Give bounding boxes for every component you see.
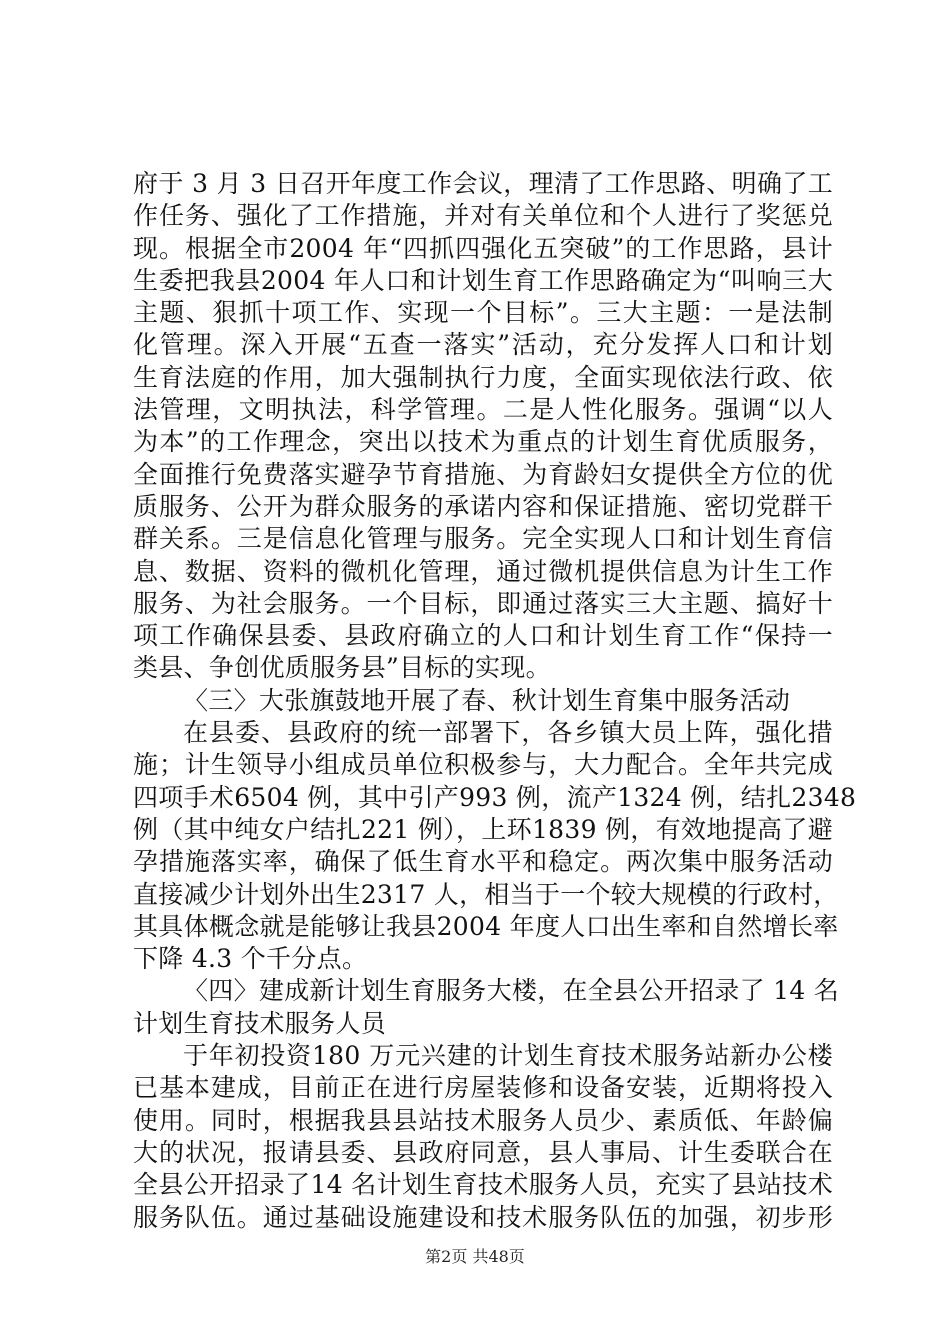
text-line: 〈三〉大张旗鼓地开展了春、秋计划生育集中服务活动 [183,685,791,715]
text-line: 在县委、县政府的统一部署下，各乡镇大员上阵，强化措 [183,718,833,748]
text-line: 服务、为社会服务。一个目标，即通过落实三大主题、搞好十 [133,588,833,618]
page-footer [0,1244,950,1267]
text-line: 直接减少计划外出生2317 人，相当于一个较大规模的行政村， [133,879,839,909]
text-line: 于年初投资180 万元兴建的计划生育技术服务站新办公楼 [183,1041,833,1071]
text-line: 为本”的工作理念，突出以技术为重点的计划生育优质服务， [133,427,833,457]
text-line: 计划生育技术服务人员 [133,1008,387,1038]
text-line: 孕措施落实率，确保了低生育水平和稳定。两次集中服务活动 [133,847,833,877]
text-line: 群关系。三是信息化管理与服务。完全实现人口和计划生育信 [133,524,833,554]
document-body [133,168,857,1234]
text-line: 全面推行免费落实避孕节育措施、为育龄妇女提供全方位的优 [133,459,833,489]
text-line: 服务队伍。通过基础设施建设和技术服务队伍的加强，初步形 [133,1202,833,1232]
text-line: 其具体概念就是能够让我县2004 年度人口出生率和自然增长率 [133,911,839,941]
text-line: 法管理，文明执法，科学管理。二是人性化服务。强调“以人 [133,395,833,425]
text-line: 全县公开招录了14 名计划生育技术服务人员，充实了县站技术 [133,1170,833,1200]
text-line: 项工作确保县委、县政府确立的人口和计划生育工作“保持一 [133,621,833,651]
text-line: 生委把我县2004 年人口和计划生育工作思路确定为“叫响三大 [133,265,833,295]
text-line: 质服务、公开为群众服务的承诺内容和保证措施、密切党群干 [133,491,833,521]
page-number: 第2页 共48页 [425,1247,525,1266]
text-line: 府于 3 月 3 日召开年度工作会议，理清了工作思路、明确了工 [133,169,833,198]
text-line: 例（其中纯女户结扎221 例），上环1839 例，有效地提高了避 [133,814,833,844]
text-line: 主题、狠抓十项工作、实现一个目标”。三大主题：一是法制 [133,298,833,328]
text-line: 使用。同时，根据我县县站技术服务人员少、素质低、年龄偏 [133,1105,833,1135]
text-line: 化管理。深入开展“五查一落实”活动，充分发挥人口和计划 [133,330,833,360]
text-line: 已基本建成，目前正在进行房屋装修和设备安装，近期将投入 [133,1073,833,1103]
text-line: 〈四〉建成新计划生育服务大楼，在全县公开招录了 14 名 [183,976,840,1006]
text-line: 类县、争创优质服务县”目标的实现。 [133,653,551,683]
text-line: 施；计生领导小组成员单位积极参与，大力配合。全年共完成 [133,750,833,780]
text-line: 现。根据全市2004 年“四抓四强化五突破”的工作思路，县计 [133,233,833,263]
text-line: 生育法庭的作用，加大强制执行力度，全面实现依法行政、依 [133,362,833,392]
text-line: 息、数据、资料的微机化管理，通过微机提供信息为计生工作 [133,556,833,586]
text-line: 下降 4.3 个千分点。 [133,944,368,974]
text-line: 作任务、强化了工作措施，并对有关单位和个人进行了奖惩兑 [133,201,833,231]
text-line: 四项手术6504 例，其中引产993 例，流产1324 例，结扎2348 [133,782,857,812]
text-line: 大的状况，报请县委、县政府同意，县人事局、计生委联合在 [133,1137,833,1167]
